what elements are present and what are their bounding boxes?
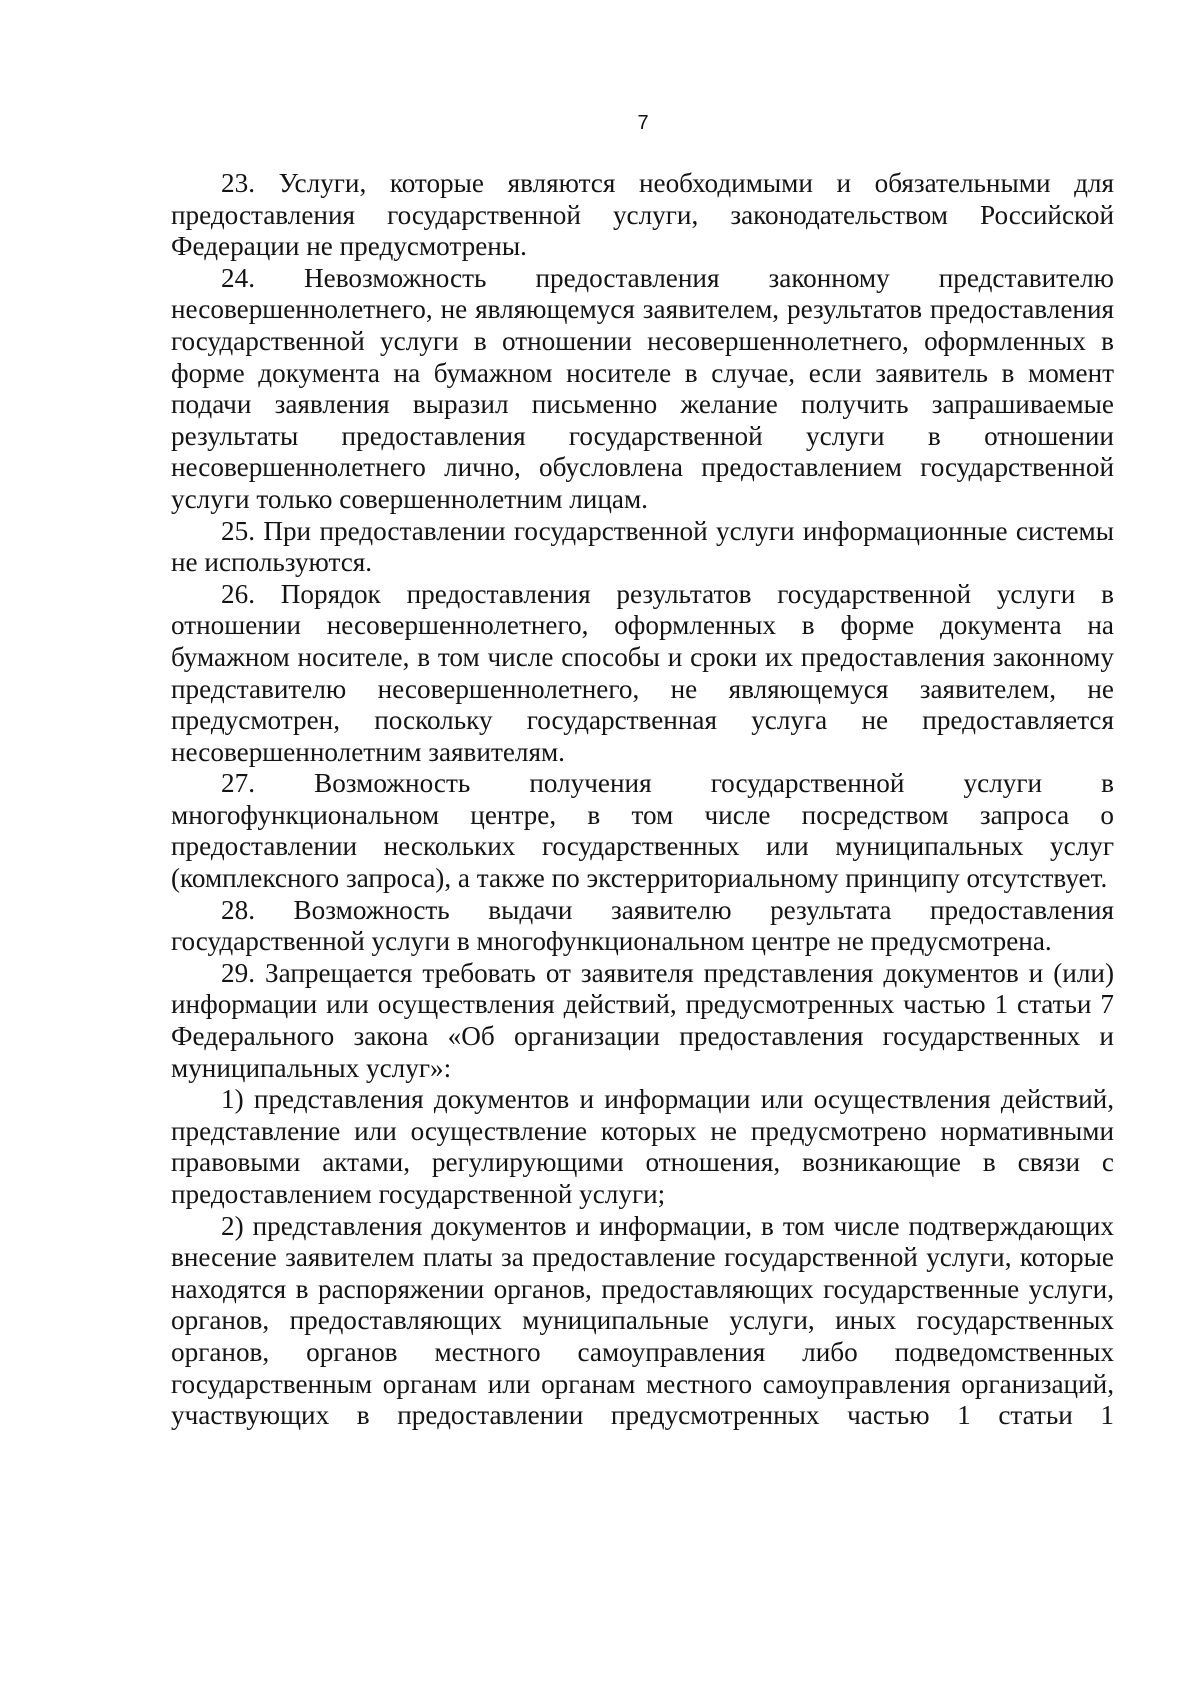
paragraph-29-item-1: 1) представления документов и информации или осуществления действий, представление или осуществление которых не предусмотрено нормативными правовыми актами, регулирующими отношения, возникающие в связи с предоставлением государственной услуги; bbox=[171, 1084, 1114, 1209]
paragraph-25: 25. При предоставлении государственной услуги информационные системы не используются. bbox=[171, 515, 1114, 578]
paragraph-26: 26. Порядок предоставления результатов государственной услуги в отношении несовершеннолетнего, оформленных в форме документа на бумажном носителе, в том числе способы и сроки их предоставления законному представителю несовершеннолетнего, не являющемуся заявителем, не предусмотрен, поскольку государственная услуга не предоставляется несовершеннолетним заявителям. bbox=[171, 578, 1114, 767]
document-body bbox=[171, 168, 1114, 1432]
paragraph-27: 27. Возможность получения государственной услуги в многофункциональном центре, в том числе посредством запроса о предоставлении нескольких государственных или муниципальных услуг (комплексного запроса), а также по экстерриториальному принципу отсутствует. bbox=[171, 768, 1114, 894]
paragraph-29-item-2: 2) представления документов и информации, в том числе подтверждающих внесение заявителем платы за предоставление государственной услуги, которые находятся в распоряжении органов, предоставляющих государственные услуги, органов, предоставляющих муниципальные услуги, иных государственных органов, органов местного самоуправления либо подведомственных государственным органам или органам местного самоуправления организаций, участвующих в предоставлении предусмотренных частью 1 статьи 1 bbox=[171, 1210, 1114, 1431]
paragraph-28: 28. Возможность выдачи заявителю результата предоставления государственной услуги в многофункциональном центре не предусмотрена. bbox=[171, 894, 1114, 957]
page-number: 7 bbox=[637, 112, 649, 134]
paragraph-29: 29. Запрещается требовать от заявителя представления документов и (или) информации или осуществления действий, предусмотренных частью 1 статьи 7 Федерального закона «Об организации предоставления государственных и муниципальных услуг»: bbox=[171, 957, 1114, 1083]
paragraph-23: 23. Услуги, которые являются необходимыми и обязательными для предоставления государственной услуги, законодательством Российской Федерации не предусмотрены. bbox=[171, 168, 1114, 262]
paragraph-24: 24. Невозможность предоставления законному представителю несовершеннолетнего, не являющемуся заявителем, результатов предоставления государственной услуги в отношении несовершеннолетнего, оформленных в форме документа на бумажном носителе в случае, если заявитель в момент подачи заявления выразил письменно желание получить запрашиваемые результаты предоставления государственной услуги в отношении несовершеннолетнего лично, обусловлена предоставлением государственной услуги только совершеннолетним лицам. bbox=[171, 262, 1114, 514]
